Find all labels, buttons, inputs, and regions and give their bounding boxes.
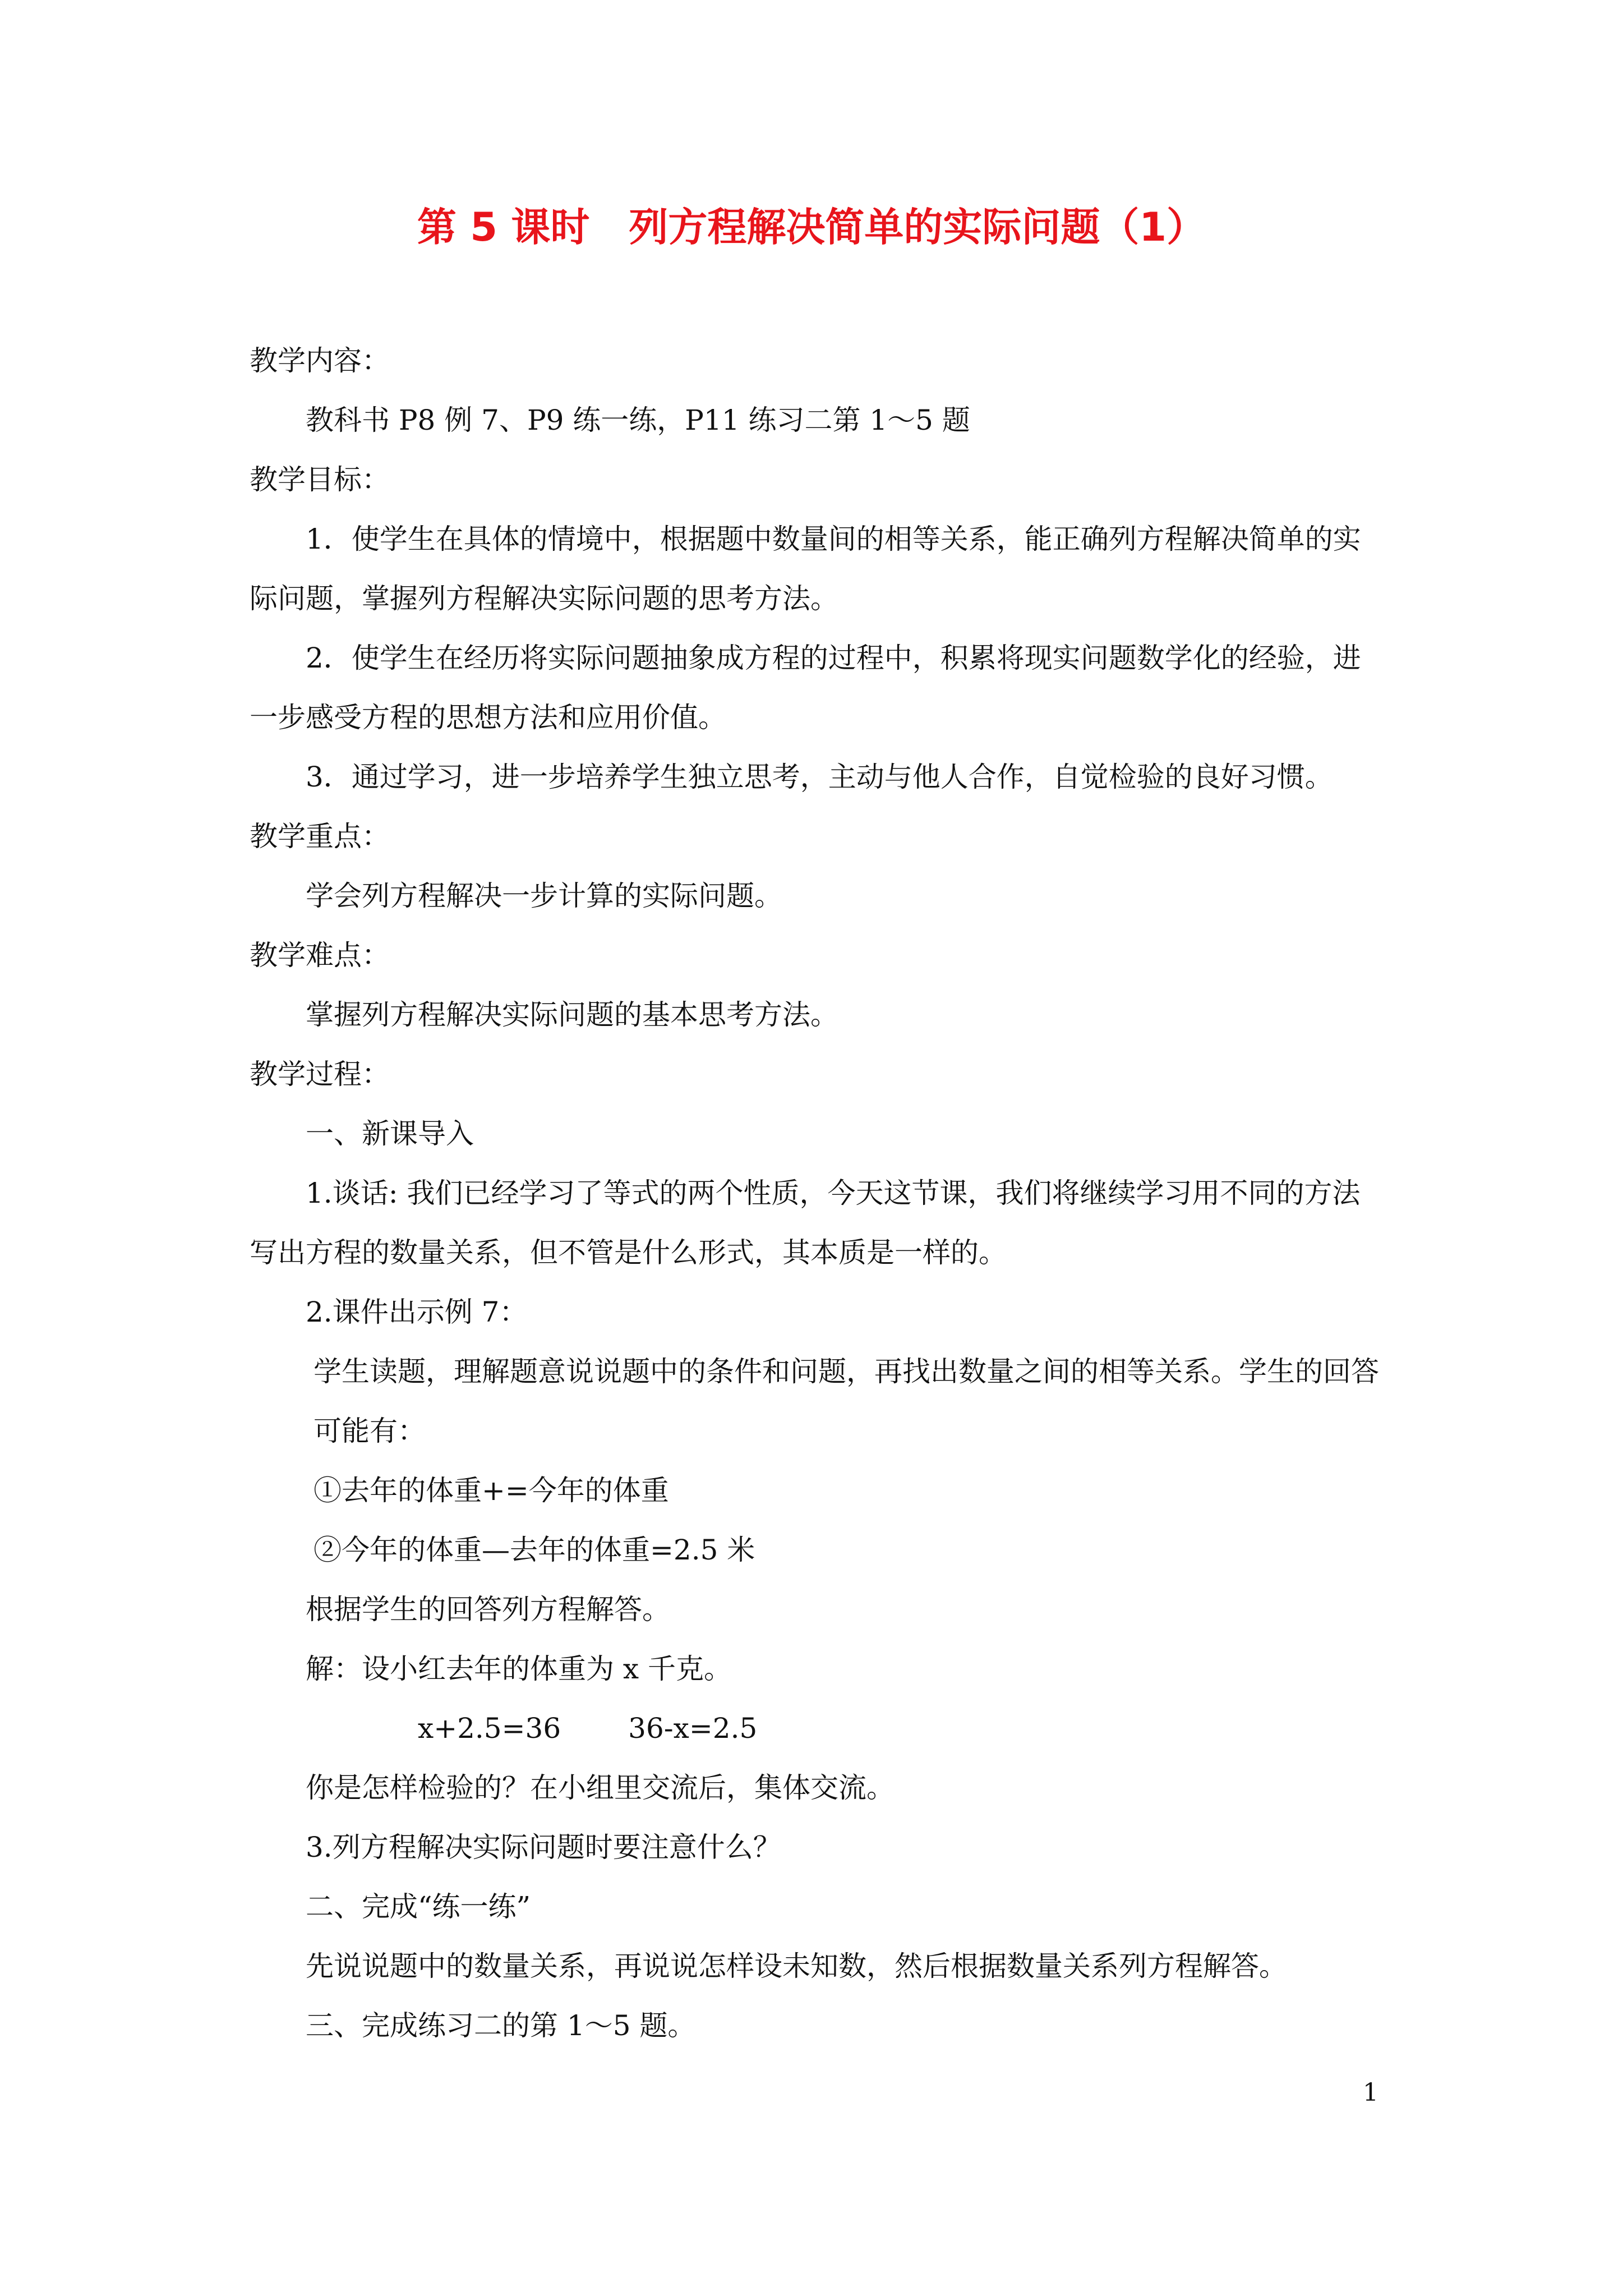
- step2-text: 先说说题中的数量关系，再说说怎样设未知数，然后根据数量关系列方程解答。: [306, 1950, 1287, 1982]
- key-text: 学会列方程解决一步计算的实际问题。: [306, 880, 782, 912]
- solve-intro: 根据学生的回答列方程解答。: [306, 1593, 670, 1626]
- step2-title: 二、完成“练一练”: [306, 1890, 531, 1923]
- equation-1: x+2.5=36: [418, 1712, 561, 1745]
- process-label: 教学过程：: [250, 1058, 390, 1091]
- equations: [250, 1699, 1388, 1758]
- difficulty-text: 掌握列方程解决实际问题的基本思考方法。: [306, 999, 838, 1031]
- equation-2: 36-x=2.5: [628, 1712, 758, 1745]
- content-text: 教科书 P8 例 7、P9 练一练，P11 练习二第 1～5 题: [306, 404, 970, 436]
- answer-2: ②今年的体重—去年的体重=2.5 米: [313, 1534, 755, 1566]
- step3-title: 三、完成练习二的第 1～5 题。: [306, 2009, 696, 2042]
- step1-1: 1.谈话: 我们已经学习了等式的两个性质，今天这节课，我们将继续学习用不同的方法写出方程的数量关系，但不管是什么形式，其本质是一样的。: [250, 1177, 1361, 1269]
- page-number: 1: [1363, 2078, 1378, 2107]
- answer-1: ①去年的体重+=今年的体重: [313, 1474, 669, 1507]
- step1-title: 一、新课导入: [306, 1117, 474, 1150]
- solve-line: 解：设小红去年的体重为 x 千克。: [306, 1653, 732, 1685]
- document-body: [250, 331, 1388, 2055]
- page-title: 第 5 课时 列方程解决简单的实际问题（1）: [417, 204, 1206, 250]
- goal-2: 2．使学生在经历将实际问题抽象成方程的过程中，积累将现实问题数学化的经验，进一步感受方程的思想方法和应用价值。: [250, 642, 1361, 734]
- step1-2: 2.课件出示例 7：: [306, 1296, 528, 1328]
- content-label: 教学内容：: [250, 344, 390, 377]
- difficulty-label: 教学难点：: [250, 939, 390, 972]
- step1-2-text: 学生读题，理解题意说说题中的条件和问题，再找出数量之间的相等关系。学生的回答可能有：: [313, 1355, 1379, 1447]
- goals-label: 教学目标：: [250, 463, 390, 496]
- goal-3: 3．通过学习，进一步培养学生独立思考，主动与他人合作，自觉检验的良好习惯。: [306, 761, 1333, 793]
- check-text: 你是怎样检验的？在小组里交流后，集体交流。: [306, 1772, 895, 1804]
- key-label: 教学重点：: [250, 820, 390, 853]
- goal-1: 1．使学生在具体的情境中，根据题中数量间的相等关系，能正确列方程解决简单的实际问题，掌握列方程解决实际问题的思考方法。: [250, 523, 1361, 615]
- step1-3: 3.列方程解决实际问题时要注意什么？: [306, 1831, 781, 1864]
